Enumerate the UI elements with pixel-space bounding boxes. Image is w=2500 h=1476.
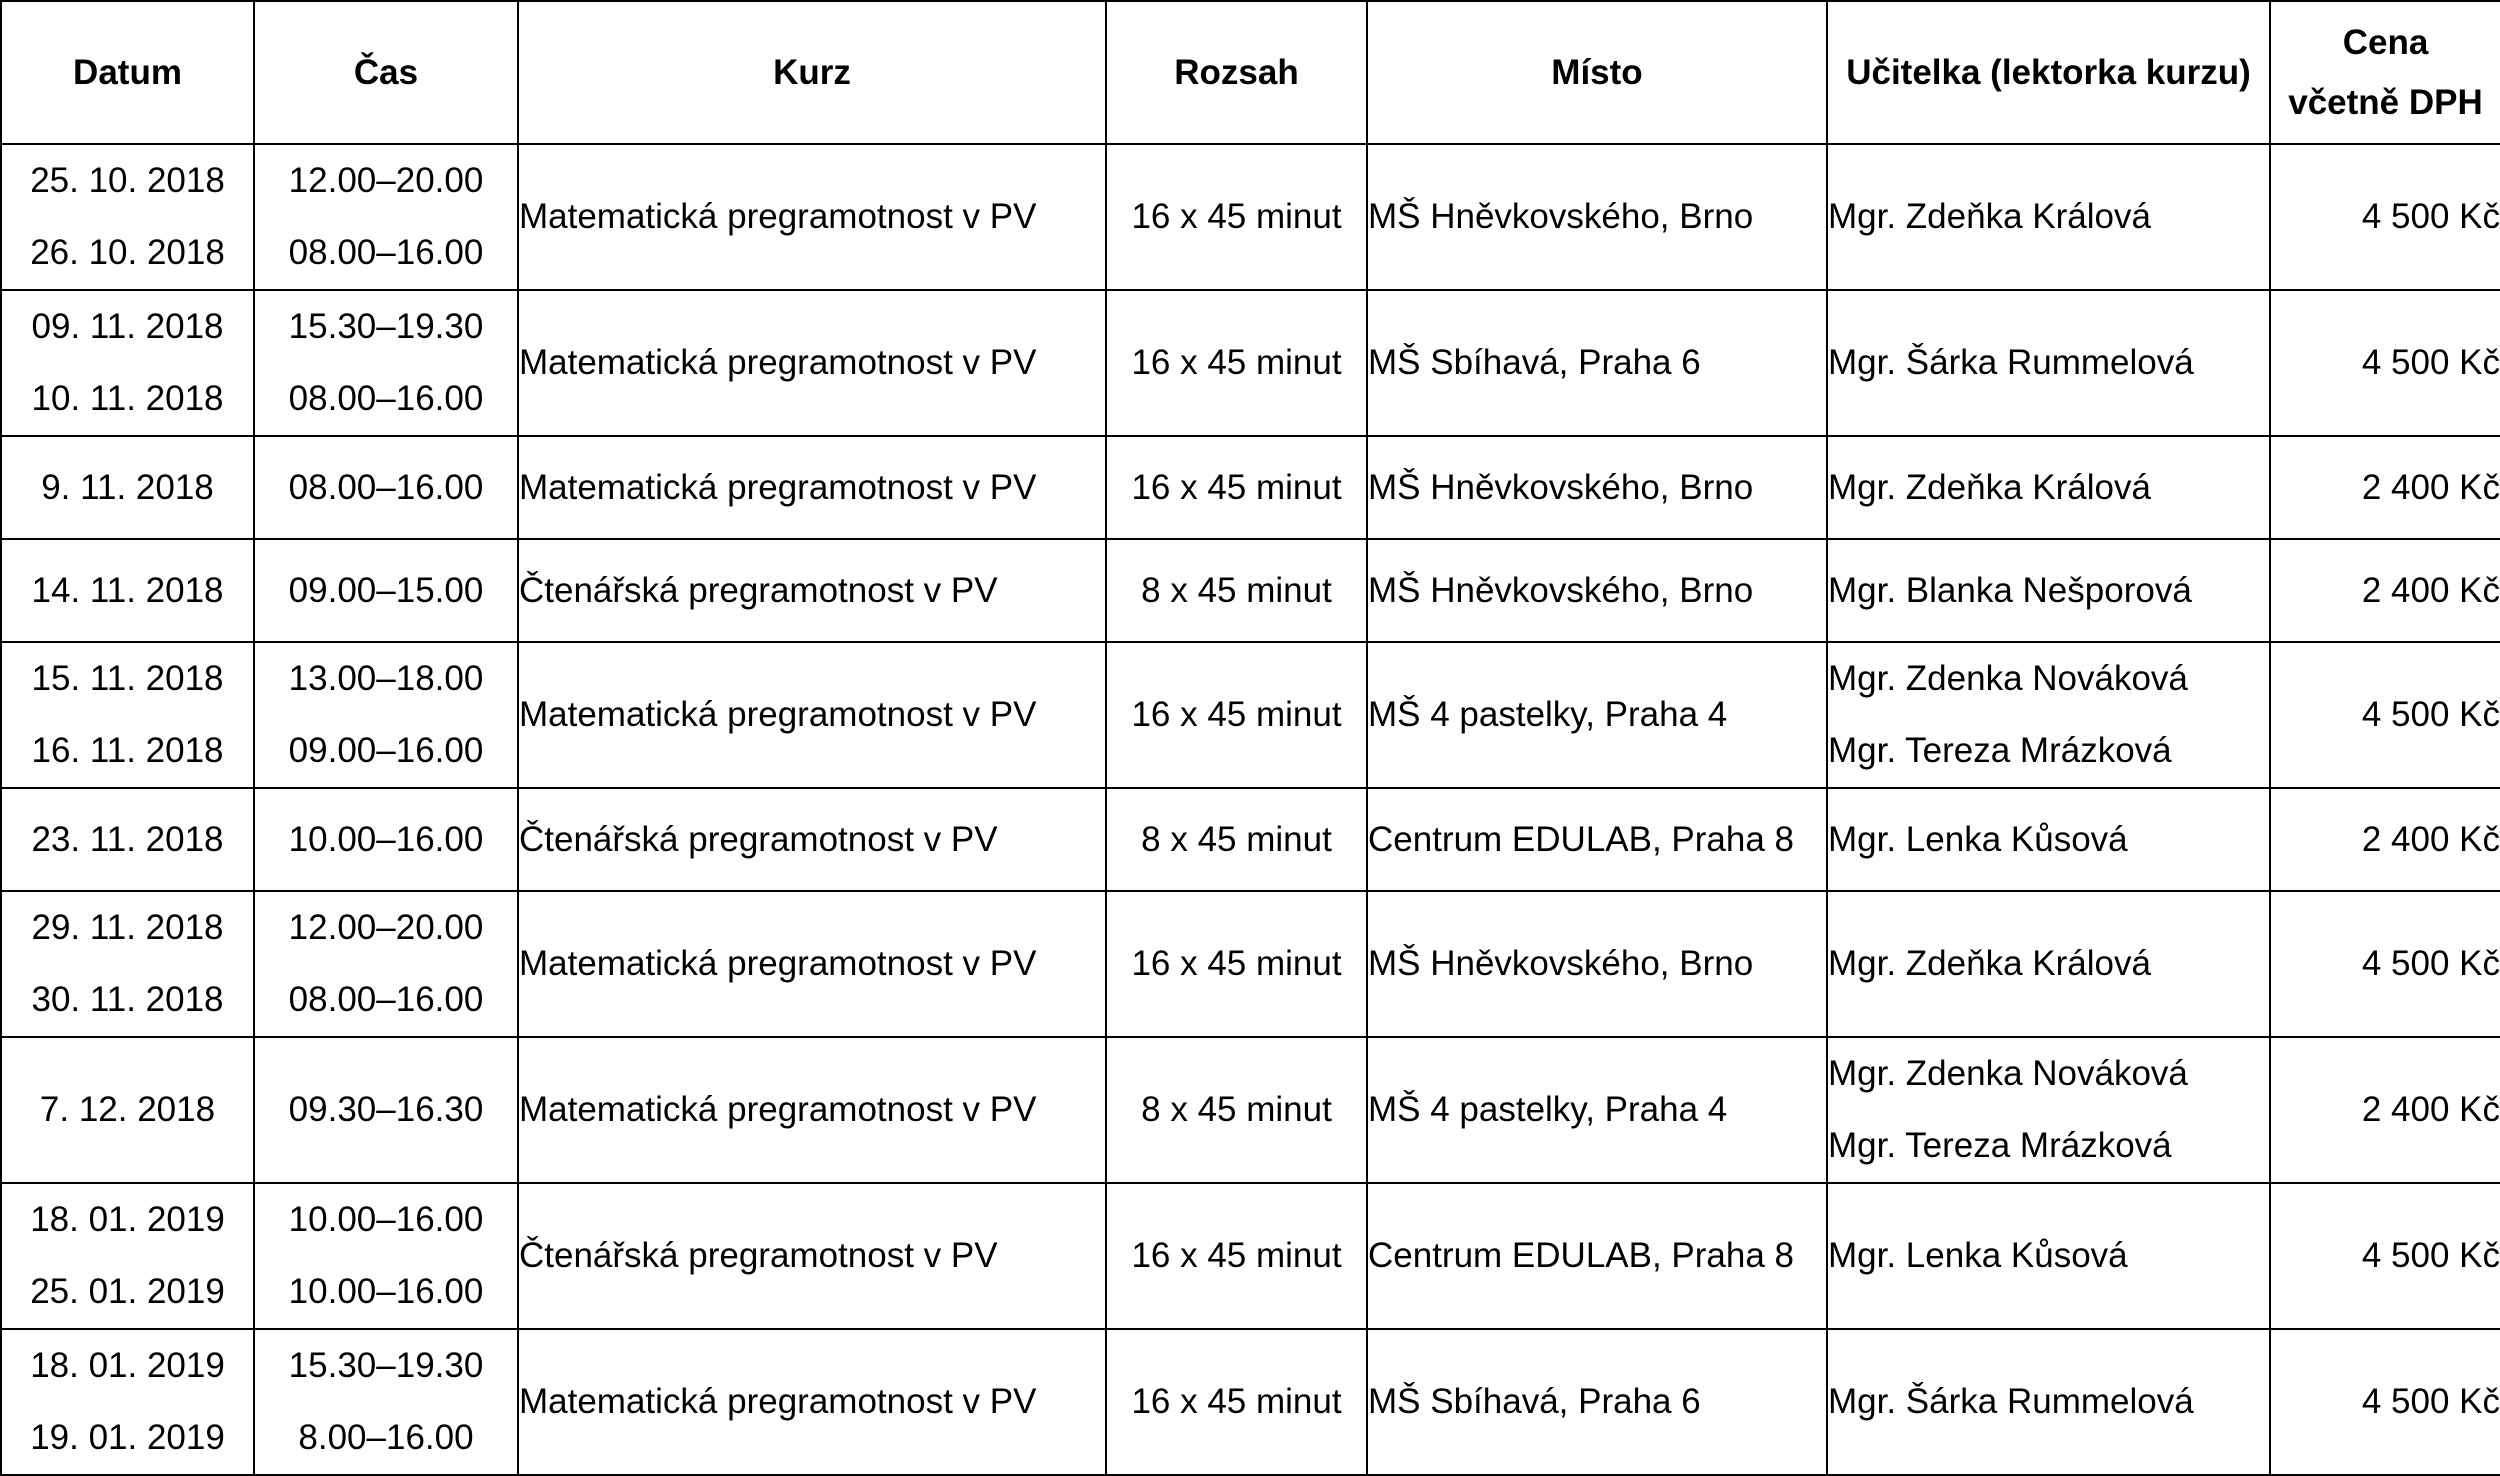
teacher-line: Mgr. Blanka Nešporová bbox=[1828, 570, 2192, 610]
duration-cell: 16 x 45 minut bbox=[1106, 891, 1367, 1037]
duration-cell: 8 x 45 minut bbox=[1106, 539, 1367, 642]
time-line: 09.30–16.30 bbox=[288, 1090, 484, 1129]
time-line: 15.30–19.30 bbox=[288, 307, 484, 346]
price-cell: 4 500 Kč bbox=[2270, 642, 2500, 788]
table-row bbox=[1, 1183, 2500, 1329]
price-cell: 4 500 Kč bbox=[2270, 290, 2500, 436]
time-line: 10.00–16.00 bbox=[288, 1272, 484, 1311]
date-line: 23. 11. 2018 bbox=[31, 819, 224, 859]
time-line: 12.00–20.00 bbox=[288, 161, 484, 200]
course-cell: Matematická pregramotnost v PV bbox=[518, 290, 1106, 436]
time-line: 15.30–19.30 bbox=[288, 1346, 484, 1385]
price-cell: 2 400 Kč bbox=[2270, 539, 2500, 642]
duration-cell: 8 x 45 minut bbox=[1106, 1037, 1367, 1183]
date-line: 30. 11. 2018 bbox=[31, 980, 224, 1019]
time-line: 08.00–16.00 bbox=[288, 467, 484, 507]
date-line: 10. 11. 2018 bbox=[31, 379, 224, 418]
course-cell: Matematická pregramotnost v PV bbox=[518, 1037, 1106, 1183]
table-body bbox=[1, 144, 2500, 1475]
teacher-cell bbox=[1827, 290, 2270, 436]
time-cell bbox=[254, 290, 518, 436]
time-cell bbox=[254, 642, 518, 788]
header-rozsah: Rozsah bbox=[1106, 1, 1367, 144]
time-cell bbox=[254, 1037, 518, 1183]
date-cell bbox=[1, 891, 254, 1037]
table-row bbox=[1, 436, 2500, 539]
location-cell: MŠ Hněvkovského, Brno bbox=[1367, 436, 1827, 539]
time-cell bbox=[254, 144, 518, 290]
date-line: 09. 11. 2018 bbox=[31, 307, 224, 346]
teacher-line: Mgr. Tereza Mrázková bbox=[1828, 1126, 2172, 1165]
time-line: 08.00–16.00 bbox=[288, 980, 484, 1019]
course-cell: Matematická pregramotnost v PV bbox=[518, 891, 1106, 1037]
teacher-line: Mgr. Tereza Mrázková bbox=[1828, 731, 2172, 770]
table-row bbox=[1, 1329, 2500, 1475]
location-cell: MŠ Sbíhavá, Praha 6 bbox=[1367, 290, 1827, 436]
location-cell: Centrum EDULAB, Praha 8 bbox=[1367, 788, 1827, 891]
location-cell: MŠ Hněvkovského, Brno bbox=[1367, 539, 1827, 642]
time-cell bbox=[254, 891, 518, 1037]
teacher-cell bbox=[1827, 642, 2270, 788]
date-line: 18. 01. 2019 bbox=[30, 1346, 225, 1385]
teacher-line: Mgr. Šárka Rummelová bbox=[1828, 343, 2194, 382]
course-cell: Matematická pregramotnost v PV bbox=[518, 436, 1106, 539]
header-kurz: Kurz bbox=[518, 1, 1106, 144]
table-row bbox=[1, 1037, 2500, 1183]
date-line: 18. 01. 2019 bbox=[30, 1200, 225, 1239]
teacher-cell bbox=[1827, 436, 2270, 539]
time-cell bbox=[254, 1329, 518, 1475]
date-line: 16. 11. 2018 bbox=[31, 731, 224, 770]
teacher-cell bbox=[1827, 788, 2270, 891]
duration-cell: 16 x 45 minut bbox=[1106, 642, 1367, 788]
teacher-line: Mgr. Zdeňka Králová bbox=[1828, 197, 2151, 236]
price-cell: 2 400 Kč bbox=[2270, 436, 2500, 539]
date-cell bbox=[1, 290, 254, 436]
teacher-line: Mgr. Zdenka Nováková bbox=[1828, 1054, 2188, 1093]
location-cell: MŠ 4 pastelky, Praha 4 bbox=[1367, 1037, 1827, 1183]
course-cell: Čtenářská pregramotnost v PV bbox=[518, 539, 1106, 642]
teacher-line: Mgr. Zdeňka Králová bbox=[1828, 944, 2151, 983]
price-cell: 2 400 Kč bbox=[2270, 788, 2500, 891]
course-cell: Matematická pregramotnost v PV bbox=[518, 144, 1106, 290]
duration-cell: 16 x 45 minut bbox=[1106, 144, 1367, 290]
price-cell: 4 500 Kč bbox=[2270, 144, 2500, 290]
table-row bbox=[1, 788, 2500, 891]
header-datum: Datum bbox=[1, 1, 254, 144]
teacher-cell bbox=[1827, 144, 2270, 290]
price-cell: 2 400 Kč bbox=[2270, 1037, 2500, 1183]
date-line: 25. 01. 2019 bbox=[30, 1272, 225, 1311]
date-line: 26. 10. 2018 bbox=[30, 233, 225, 272]
date-line: 15. 11. 2018 bbox=[31, 659, 224, 698]
time-line: 10.00–16.00 bbox=[288, 1200, 484, 1239]
location-cell: Centrum EDULAB, Praha 8 bbox=[1367, 1183, 1827, 1329]
time-cell bbox=[254, 1183, 518, 1329]
duration-cell: 16 x 45 minut bbox=[1106, 436, 1367, 539]
teacher-cell bbox=[1827, 539, 2270, 642]
time-line: 09.00–15.00 bbox=[288, 570, 484, 610]
teacher-cell bbox=[1827, 891, 2270, 1037]
date-line: 14. 11. 2018 bbox=[31, 570, 224, 610]
date-line: 25. 10. 2018 bbox=[30, 161, 225, 200]
header-ucitelka: Učitelka (lektorka kurzu) bbox=[1827, 1, 2270, 144]
time-cell bbox=[254, 788, 518, 891]
table-row bbox=[1, 290, 2500, 436]
time-cell bbox=[254, 539, 518, 642]
teacher-cell bbox=[1827, 1183, 2270, 1329]
time-line: 10.00–16.00 bbox=[288, 819, 484, 859]
teacher-line: Mgr. Zdeňka Králová bbox=[1828, 467, 2151, 507]
teacher-line: Mgr. Lenka Kůsová bbox=[1828, 819, 2128, 859]
header-cena-line2: včetně DPH bbox=[2288, 82, 2483, 122]
header-cena bbox=[2270, 1, 2500, 144]
time-line: 12.00–20.00 bbox=[288, 908, 484, 947]
price-cell: 4 500 Kč bbox=[2270, 1183, 2500, 1329]
table-row bbox=[1, 642, 2500, 788]
course-cell: Matematická pregramotnost v PV bbox=[518, 642, 1106, 788]
teacher-line: Mgr. Lenka Kůsová bbox=[1828, 1236, 2128, 1275]
header-row bbox=[1, 1, 2500, 144]
location-cell: MŠ 4 pastelky, Praha 4 bbox=[1367, 642, 1827, 788]
table-row bbox=[1, 891, 2500, 1037]
header-cas: Čas bbox=[254, 1, 518, 144]
location-cell: MŠ Sbíhavá, Praha 6 bbox=[1367, 1329, 1827, 1475]
course-cell: Matematická pregramotnost v PV bbox=[518, 1329, 1106, 1475]
table-row bbox=[1, 144, 2500, 290]
date-line: 19. 01. 2019 bbox=[30, 1418, 225, 1457]
course-cell: Čtenářská pregramotnost v PV bbox=[518, 788, 1106, 891]
time-line: 13.00–18.00 bbox=[288, 659, 484, 698]
teacher-line: Mgr. Zdenka Nováková bbox=[1828, 659, 2188, 698]
teacher-cell bbox=[1827, 1037, 2270, 1183]
date-cell bbox=[1, 539, 254, 642]
duration-cell: 8 x 45 minut bbox=[1106, 788, 1367, 891]
duration-cell: 16 x 45 minut bbox=[1106, 290, 1367, 436]
time-line: 08.00–16.00 bbox=[288, 379, 484, 418]
duration-cell: 16 x 45 minut bbox=[1106, 1329, 1367, 1475]
date-cell bbox=[1, 144, 254, 290]
date-cell bbox=[1, 642, 254, 788]
course-cell: Čtenářská pregramotnost v PV bbox=[518, 1183, 1106, 1329]
date-line: 7. 12. 2018 bbox=[39, 1090, 216, 1129]
header-misto: Místo bbox=[1367, 1, 1827, 144]
time-line: 09.00–16.00 bbox=[288, 731, 484, 770]
date-cell bbox=[1, 436, 254, 539]
date-line: 9. 11. 2018 bbox=[41, 467, 214, 507]
duration-cell: 16 x 45 minut bbox=[1106, 1183, 1367, 1329]
date-cell bbox=[1, 1183, 254, 1329]
price-cell: 4 500 Kč bbox=[2270, 1329, 2500, 1475]
time-cell bbox=[254, 436, 518, 539]
header-cena-line1: Cena bbox=[2342, 22, 2429, 62]
location-cell: MŠ Hněvkovského, Brno bbox=[1367, 144, 1827, 290]
price-cell: 4 500 Kč bbox=[2270, 891, 2500, 1037]
location-cell: MŠ Hněvkovského, Brno bbox=[1367, 891, 1827, 1037]
table-row bbox=[1, 539, 2500, 642]
teacher-cell bbox=[1827, 1329, 2270, 1475]
time-line: 08.00–16.00 bbox=[288, 233, 484, 272]
date-cell bbox=[1, 1329, 254, 1475]
time-line: 8.00–16.00 bbox=[298, 1418, 474, 1457]
date-line: 29. 11. 2018 bbox=[31, 908, 224, 947]
date-cell bbox=[1, 1037, 254, 1183]
teacher-line: Mgr. Šárka Rummelová bbox=[1828, 1382, 2194, 1421]
date-cell bbox=[1, 788, 254, 891]
